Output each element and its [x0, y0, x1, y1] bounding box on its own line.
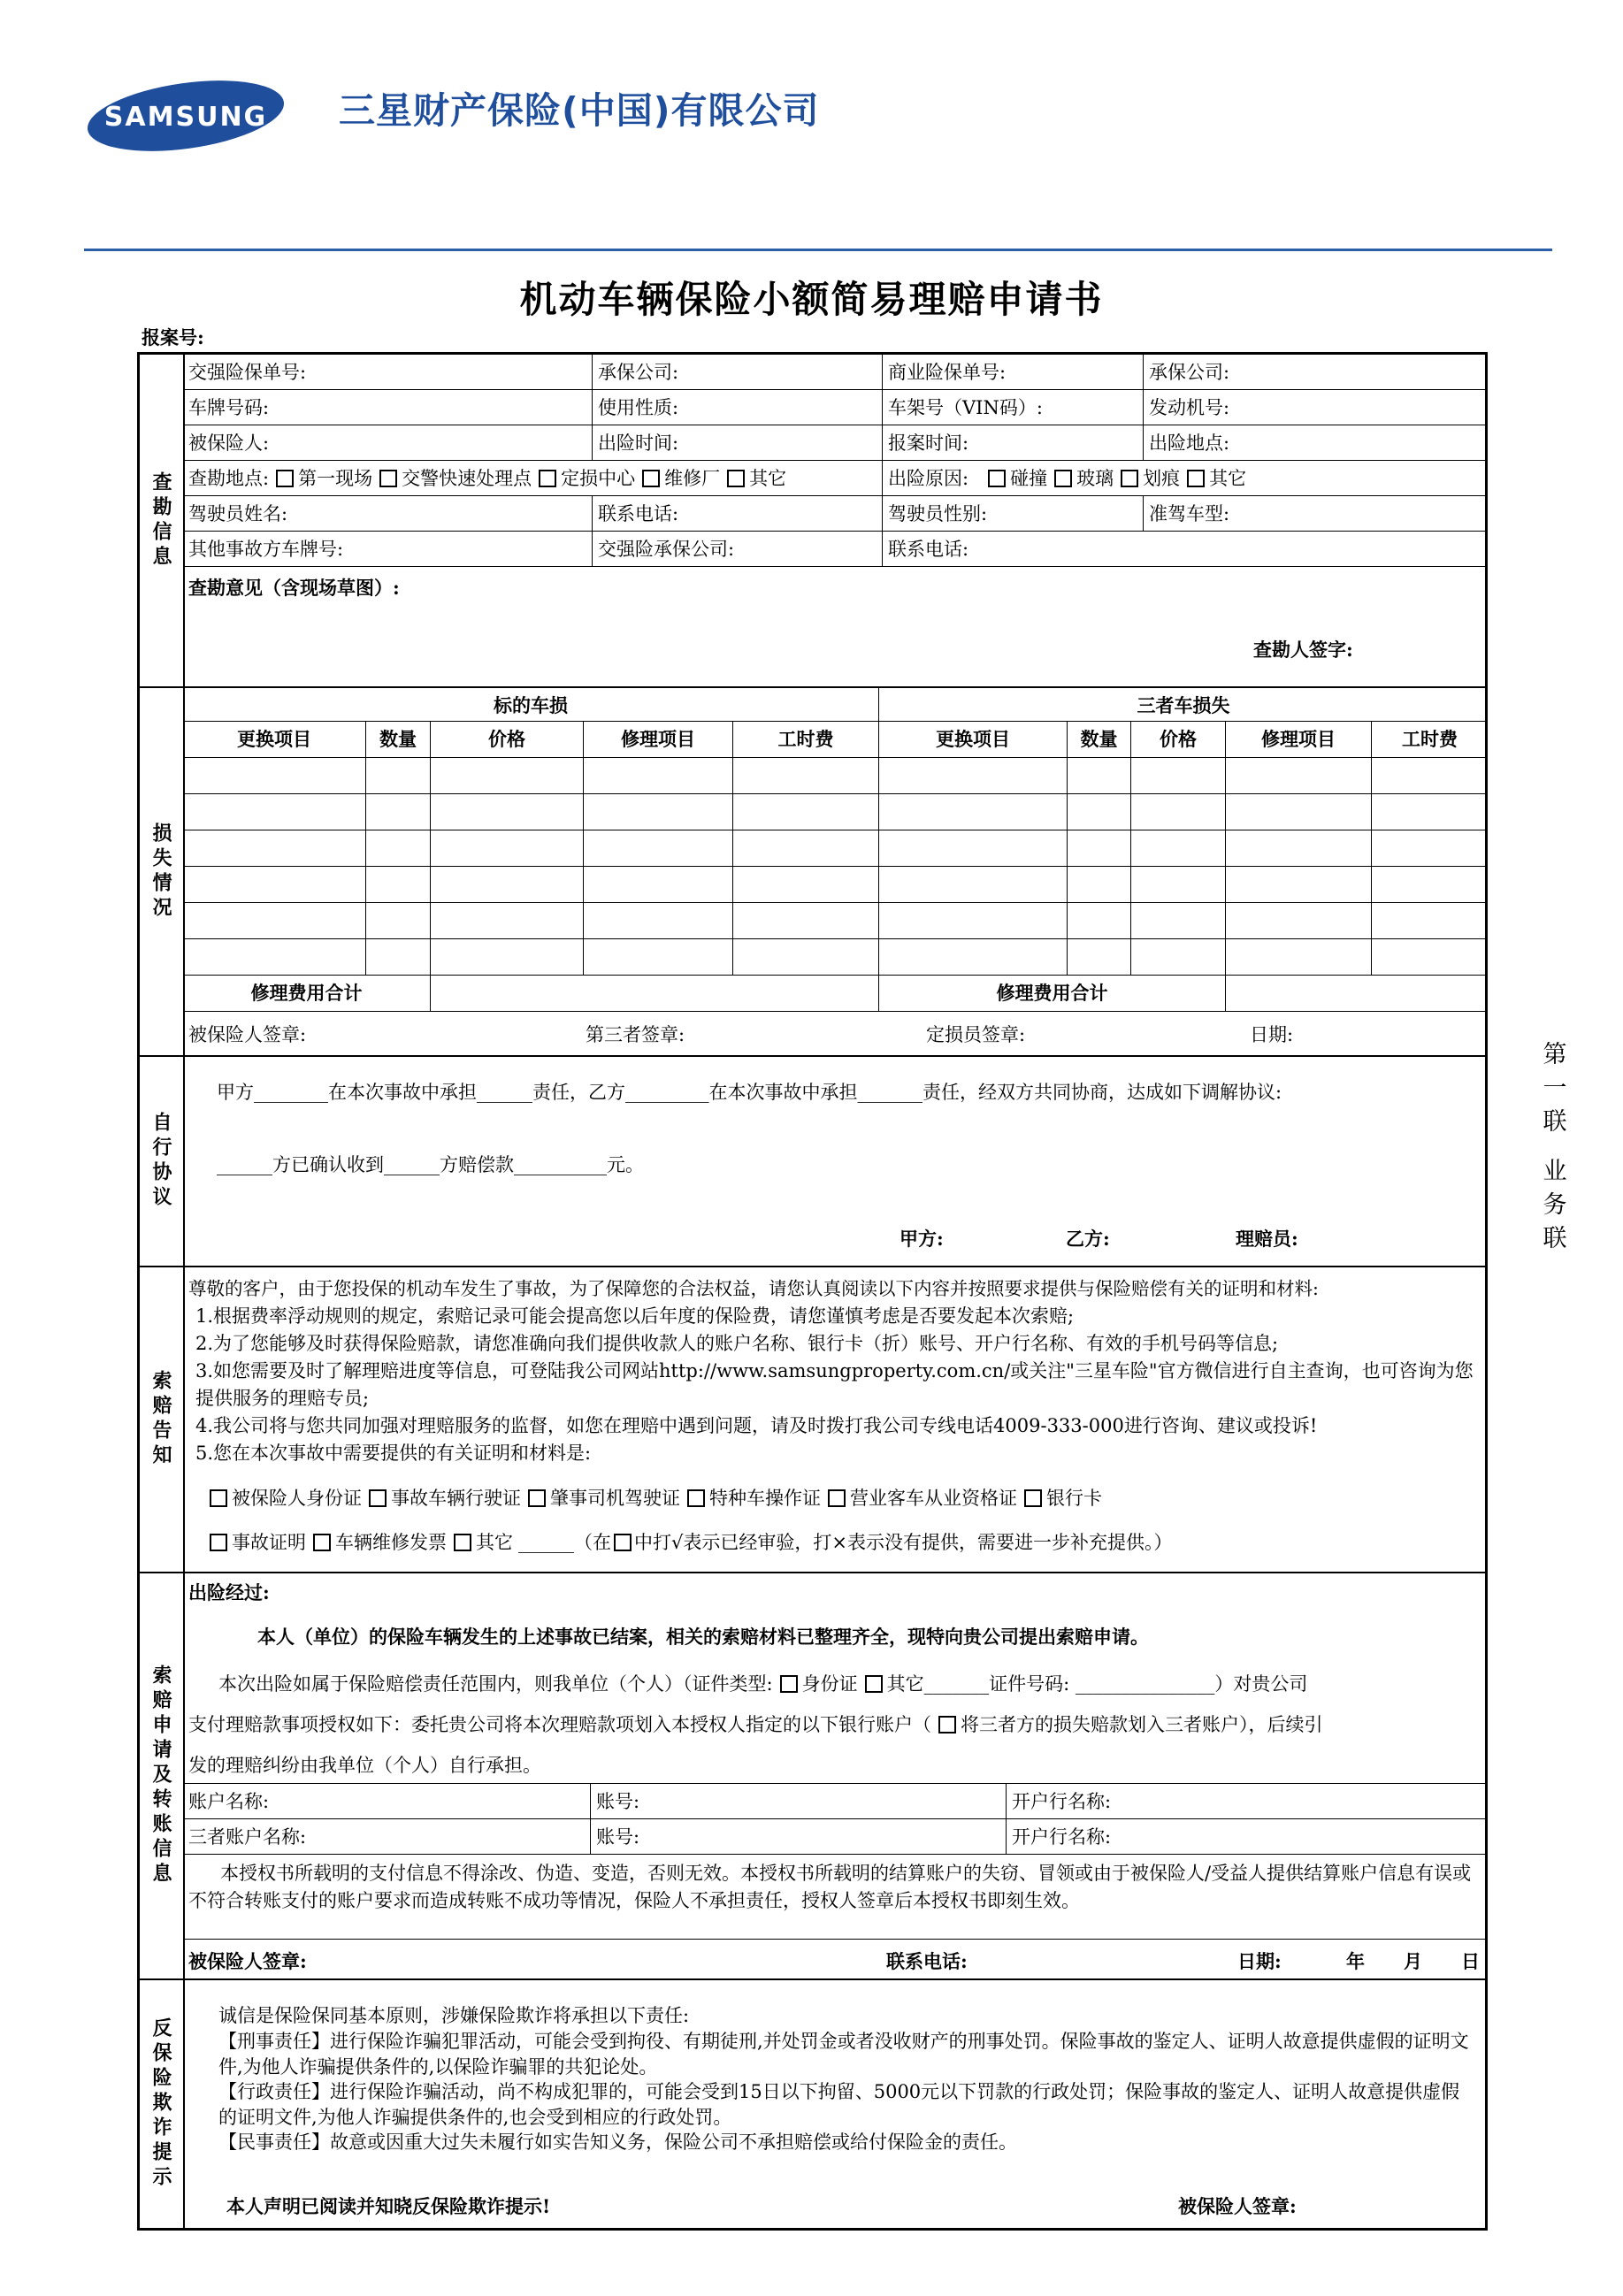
table-cell[interactable]: [1226, 794, 1372, 830]
checkbox[interactable]: [1024, 1489, 1042, 1507]
agreement-line-1[interactable]: 甲方________在本次事故中承担______责任，乙方_________在本次事故中承担_______责任，经双方共同协商，达成如下调解协议:: [217, 1082, 1282, 1103]
section-label: 自行协议: [140, 1057, 185, 1266]
table-cell[interactable]: [1372, 939, 1488, 976]
field-other-plate[interactable]: 其他事故方车牌号:: [183, 532, 593, 567]
claim-form: [137, 352, 1488, 2231]
table-cell[interactable]: [366, 939, 431, 976]
table-cell[interactable]: [1068, 903, 1131, 939]
column-header: 数量: [1068, 722, 1131, 758]
checkbox[interactable]: [938, 1716, 956, 1733]
notice-intro: 尊敬的客户，由于您投保的机动车发生了事故，为了保障您的合法权益，请您认真阅读以下内容并按照要求提供与保险赔偿有关的证明和材料:: [188, 1278, 1319, 1299]
table-cell[interactable]: [584, 794, 733, 830]
checkbox[interactable]: [1054, 470, 1072, 487]
samsung-logo: [84, 80, 287, 152]
table-cell[interactable]: [366, 867, 431, 903]
table-cell[interactable]: [1131, 939, 1226, 976]
table-cell[interactable]: [183, 903, 366, 939]
table-cell[interactable]: [1131, 794, 1226, 830]
checkbox[interactable]: [454, 1534, 471, 1551]
checkbox[interactable]: [865, 1675, 883, 1693]
table-cell[interactable]: [366, 794, 431, 830]
column-header: 数量: [366, 722, 431, 758]
checkbox[interactable]: [313, 1534, 331, 1551]
table-cell[interactable]: [1226, 939, 1372, 976]
surveyor-signature-label: 查勘人签字:: [1253, 639, 1353, 661]
claim-section: [140, 1573, 1485, 1980]
fraud-item: 【行政责任】进行保险诈骗活动，尚不构成犯罪的，可能会受到15日以下拘留、5000元以下罚款的行政处罚；保险事故的鉴定人、证明人故意提供虚假的证明文件,为他人诈骗提供条件的,也会受到相应的行政处罚。: [218, 2081, 1460, 2128]
field-third-bank-name[interactable]: 开户行名称:: [1007, 1819, 1488, 1855]
field-account-number[interactable]: 账号:: [591, 1784, 1007, 1819]
table-cell[interactable]: [1131, 758, 1226, 794]
side-char: 业: [1543, 1158, 1567, 1185]
field-driver-gender[interactable]: 驾驶员性别:: [883, 496, 1144, 532]
table-cell[interactable]: [366, 758, 431, 794]
field-insurer-2[interactable]: 承保公司:: [1144, 355, 1488, 390]
column-header: 更换项目: [183, 722, 366, 758]
table-cell[interactable]: [733, 939, 879, 976]
table-cell[interactable]: [431, 830, 584, 867]
table-cell[interactable]: [584, 867, 733, 903]
header-divider: [84, 249, 1552, 251]
checkbox[interactable]: [210, 1489, 227, 1507]
field-account-name[interactable]: 账户名称:: [183, 1784, 591, 1819]
third-party-loss-header: 三者车损失: [879, 688, 1488, 722]
section-label: 索赔申请及转账信息: [140, 1573, 185, 1978]
field-engine-number[interactable]: 发动机号:: [1144, 390, 1488, 425]
table-cell[interactable]: [733, 758, 879, 794]
table-cell[interactable]: [1372, 867, 1488, 903]
loss-section: [140, 688, 1485, 1057]
table-cell[interactable]: [1131, 867, 1226, 903]
fraud-items: [218, 2029, 1474, 2155]
agreement-section: [140, 1057, 1485, 1267]
table-cell[interactable]: [584, 939, 733, 976]
table-cell[interactable]: [183, 939, 366, 976]
table-cell[interactable]: [431, 939, 584, 976]
checkbox[interactable]: [727, 470, 745, 487]
notice-section: [140, 1267, 1485, 1573]
checkbox[interactable]: [687, 1489, 705, 1507]
notice-item: 2.为了您能够及时获得保险赔款，请您准确向我们提供收款人的账户名称、银行卡（折）账号、开户行名称、有效的手机号码等信息;: [195, 1333, 1279, 1354]
table-cell[interactable]: [1226, 830, 1372, 867]
column-header: 修理项目: [1226, 722, 1372, 758]
survey-opinion-label: 查勘意见（含现场草图）:: [188, 577, 400, 599]
table-cell[interactable]: [1226, 758, 1372, 794]
required-docs-row-1: 被保险人身份证 事故车辆行驶证 肇事司机驾驶证 特种车操作证 营业客车从业资格证 银行卡: [203, 1484, 1102, 1511]
date-year: 年: [1346, 1950, 1365, 1972]
checkbox[interactable]: [276, 470, 294, 487]
fraud-insured-signature: 被保险人签章:: [1178, 2195, 1297, 2217]
checkbox[interactable]: [369, 1489, 387, 1507]
authorization-line-2: 支付理赔款事项授权如下：委托贵公司将本次理赔款项划入本授权人指定的以下银行账户（ 将三者方的损失赔款划入三者账户），后续引: [188, 1714, 1323, 1735]
date-month: 月: [1404, 1950, 1422, 1972]
notice-item: 4.我公司将与您共同加强对理赔服务的监督，如您在理赔中遇到问题，请及时拨打我公司专线电话4009-333-000进行咨询、建议或投诉!: [195, 1415, 1318, 1436]
accident-process-label: 出险经过:: [188, 1581, 270, 1603]
agreement-line-2[interactable]: ______方已确认收到______方赔偿款__________元。: [217, 1154, 644, 1175]
fraud-intro: 诚信是保险保同基本原则，涉嫌保险欺诈将承担以下责任:: [218, 2005, 690, 2026]
report-number-label: 报案号:: [142, 326, 204, 348]
authorization-disclaimer: 本授权书所载明的支付信息不得涂改、伪造、变造，否则无效。本授权书所载明的结算账户的失窃、冒领或由于被保险人/受益人提供结算账户信息有误或不符合转账支付的账户要求而造成转账不成功等情况，保险人不承担责任，授权人签章后本授权书即刻生效。: [188, 1863, 1472, 1911]
checkbox[interactable]: [1121, 470, 1138, 487]
checkbox[interactable]: [379, 470, 397, 487]
third-party-signature: 第三者签章:: [586, 1024, 685, 1045]
repair-total-label: 修理费用合计: [183, 976, 431, 1012]
side-char: 务: [1543, 1191, 1567, 1219]
checkbox[interactable]: [988, 470, 1006, 487]
adjuster-signature: 理赔员:: [1236, 1228, 1298, 1250]
table-cell[interactable]: [1068, 939, 1131, 976]
checkbox[interactable]: [210, 1534, 227, 1551]
side-char: 第: [1543, 1041, 1567, 1068]
checkbox[interactable]: [539, 470, 556, 487]
notice-items: [195, 1303, 1478, 1467]
divider: [183, 1939, 1488, 1940]
table-cell[interactable]: [1068, 867, 1131, 903]
notice-item: 1.根据费率浮动规则的规定，索赔记录可能会提高您以后年度的保险费，请您谨慎考虑是否要发起本次索赔;: [195, 1305, 1075, 1327]
insured-signature-label: 被保险人签章:: [188, 1950, 307, 1972]
table-cell[interactable]: [1068, 830, 1131, 867]
table-cell[interactable]: [584, 758, 733, 794]
checkbox[interactable]: [780, 1675, 798, 1693]
date-day: 日: [1461, 1950, 1480, 1972]
table-cell[interactable]: [879, 794, 1068, 830]
survey-location-field: 查勘地点: 第一现场 交警快速处理点 定损中心 维修厂 其它: [183, 461, 883, 496]
table-cell[interactable]: [1372, 758, 1488, 794]
side-char: 一: [1543, 1075, 1567, 1102]
table-cell[interactable]: [1226, 867, 1372, 903]
repair-total-value[interactable]: [431, 976, 879, 1012]
section-label: 查勘信息: [140, 355, 185, 686]
table-cell[interactable]: [183, 867, 366, 903]
table-cell[interactable]: [879, 939, 1068, 976]
field-contact-phone[interactable]: 联系电话:: [593, 496, 883, 532]
table-cell[interactable]: [879, 903, 1068, 939]
notice-item: 3.如您需要及时了解理赔进度等信息，可登陆我公司网站http://www.samsungproperty.com.cn/或关注"三星车险"官方微信进行自主查询，也可咨询为您提供服务的理赔专员;: [195, 1360, 1474, 1409]
checkbox[interactable]: [528, 1489, 546, 1507]
field-commercial-policy[interactable]: 商业险保单号:: [883, 355, 1144, 390]
table-cell[interactable]: [1226, 903, 1372, 939]
side-char: 联: [1543, 1225, 1567, 1252]
table-cell[interactable]: [1372, 903, 1488, 939]
field-accident-location[interactable]: 出险地点:: [1144, 425, 1488, 461]
date-label: 日期:: [1237, 1950, 1282, 1972]
section-label: 反保险欺诈提示: [140, 1980, 185, 2228]
authorization-line-1: 本次出险如属于保险赔偿责任范围内，则我单位（个人）（证件类型: 身份证 其它_______证件号码: _______________）对贵公司: [218, 1673, 1308, 1695]
checkbox[interactable]: [828, 1489, 846, 1507]
contact-phone-label: 联系电话:: [886, 1950, 968, 1972]
authorization-line-3: 发的理赔纠纷由我单位（个人）自行承担。: [188, 1755, 541, 1776]
table-cell[interactable]: [879, 867, 1068, 903]
field-vin[interactable]: 车架号（VIN码）:: [883, 390, 1144, 425]
table-cell[interactable]: [879, 758, 1068, 794]
notice-item: 5.您在本次事故中需要提供的有关证明和材料是:: [195, 1443, 592, 1464]
loss-date: 日期:: [1250, 1024, 1294, 1045]
table-cell[interactable]: [879, 830, 1068, 867]
field-report-time[interactable]: 报案时间:: [883, 425, 1144, 461]
own-vehicle-loss-header: 标的车损: [183, 688, 879, 722]
table-cell[interactable]: [183, 758, 366, 794]
survey-opinion-area[interactable]: [183, 567, 1488, 688]
column-header: 工时费: [733, 722, 879, 758]
field-other-phone[interactable]: 联系电话:: [883, 532, 1488, 567]
field-insurer[interactable]: 承保公司:: [593, 355, 883, 390]
fraud-declaration: 本人声明已阅读并知晓反保险欺诈提示!: [226, 2195, 551, 2217]
column-header: 价格: [1131, 722, 1226, 758]
table-cell[interactable]: [1372, 794, 1488, 830]
field-accident-time[interactable]: 出险时间:: [593, 425, 883, 461]
fraud-warning-section: [140, 1980, 1485, 2228]
table-cell[interactable]: [1068, 758, 1131, 794]
table-cell[interactable]: [733, 794, 879, 830]
checkbox[interactable]: [1187, 470, 1205, 487]
table-cell[interactable]: [366, 830, 431, 867]
field-bank-name[interactable]: 开户行名称:: [1007, 1784, 1488, 1819]
fraud-item: 【民事责任】故意或因重大过失未履行如实告知义务，保险公司不承担赔偿或给付保险金的责任。: [218, 2131, 1017, 2153]
field-third-account-number[interactable]: 账号:: [591, 1819, 1007, 1855]
fraud-item: 【刑事责任】进行保险诈骗犯罪活动，可能会受到拘役、有期徒刑,并处罚金或者没收财产的刑事处罚。保险事故的鉴定人、证明人故意提供虚假的证明文件,为他人诈骗提供条件的,以保险诈骗罪的共犯论处。: [218, 2031, 1469, 2078]
column-header: 修理项目: [584, 722, 733, 758]
table-cell[interactable]: [431, 794, 584, 830]
table-cell[interactable]: [733, 830, 879, 867]
table-cell[interactable]: [366, 903, 431, 939]
field-license-class[interactable]: 准驾车型:: [1144, 496, 1488, 532]
party-b-signature: 乙方:: [1066, 1228, 1110, 1250]
required-docs-row-2: 事故证明 车辆维修发票 其它 ______（在 中打√表示已经审验，打×表示没有提供，需要进一步补充提供。）: [203, 1528, 1172, 1555]
table-cell[interactable]: [183, 830, 366, 867]
logo-text: SAMSUNG: [103, 102, 268, 133]
table-cell[interactable]: [431, 758, 584, 794]
field-insured[interactable]: 被保险人:: [183, 425, 593, 461]
checkbox-legend: [614, 1534, 632, 1551]
field-compulsory-policy[interactable]: 交强险保单号:: [183, 355, 593, 390]
table-cell[interactable]: [1068, 794, 1131, 830]
survey-section: [140, 355, 1485, 688]
assessor-signature: 定损员签章:: [926, 1024, 1026, 1045]
table-cell[interactable]: [183, 794, 366, 830]
table-cell[interactable]: [1372, 830, 1488, 867]
field-other-insurer[interactable]: 交强险承保公司:: [593, 532, 883, 567]
table-cell[interactable]: [733, 903, 879, 939]
claim-statement: 本人（单位）的保险车辆发生的上述事故已结案，相关的索赔材料已整理齐全，现特向贵公司提出索赔申请。: [257, 1626, 1149, 1648]
table-cell[interactable]: [431, 867, 584, 903]
field-plate-number[interactable]: 车牌号码:: [183, 390, 593, 425]
table-cell[interactable]: [733, 867, 879, 903]
accident-cause-field: 出险原因: 碰撞 玻璃 划痕 其它: [883, 461, 1488, 496]
third-repair-total-value[interactable]: [1226, 976, 1488, 1012]
insured-signature: 被保险人签章:: [188, 1024, 307, 1045]
section-label: 损失情况: [140, 688, 185, 1055]
table-cell[interactable]: [431, 903, 584, 939]
field-driver-name[interactable]: 驾驶员姓名:: [183, 496, 593, 532]
column-header: 价格: [431, 722, 584, 758]
third-repair-total-label: 修理费用合计: [879, 976, 1226, 1012]
party-a-signature: 甲方:: [900, 1228, 944, 1250]
checkbox[interactable]: [642, 470, 660, 487]
field-usage[interactable]: 使用性质:: [593, 390, 883, 425]
column-header: 更换项目: [879, 722, 1068, 758]
company-name: 三星财产保险(中国)有限公司: [339, 89, 820, 132]
section-label: 索赔告知: [140, 1267, 185, 1572]
table-cell[interactable]: [584, 830, 733, 867]
column-header: 工时费: [1372, 722, 1488, 758]
side-char: 联: [1543, 1108, 1567, 1136]
table-cell[interactable]: [1131, 830, 1226, 867]
field-third-account-name[interactable]: 三者账户名称:: [183, 1819, 591, 1855]
page-title: 机动车辆保险小额简易理赔申请书: [519, 278, 1104, 321]
copy-label: [1533, 1038, 1577, 1256]
table-cell[interactable]: [584, 903, 733, 939]
table-cell[interactable]: [1131, 903, 1226, 939]
